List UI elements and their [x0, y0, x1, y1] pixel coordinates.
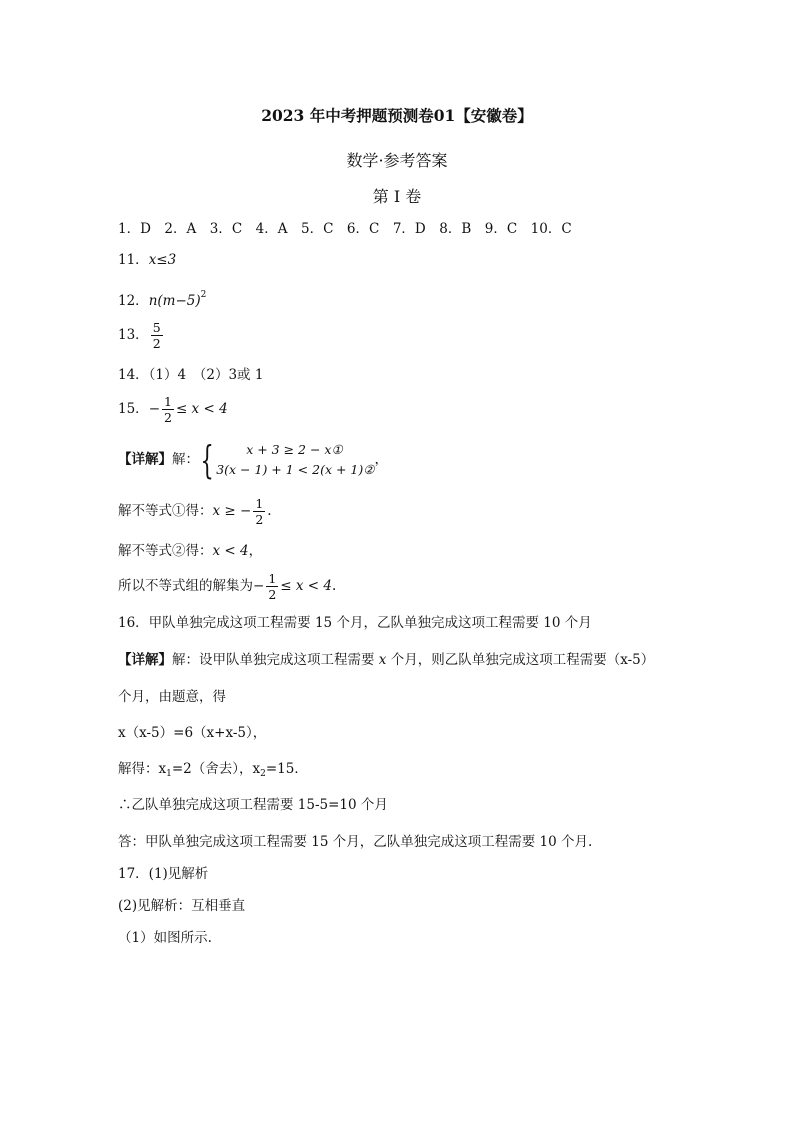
inequality-2: 3(x − 1) + 1 < 2(x + 1)② — [216, 462, 375, 477]
text: 所以不等式组的解集为 — [118, 578, 253, 594]
math: ≤ x < 4 — [280, 578, 332, 594]
brace-icon: { — [200, 438, 214, 482]
fraction: $\frac{1}{2}$ — [268, 571, 277, 602]
mc-answers: 1．D 2．A 3．C 4．A 5．C 6．C 7．D 8．B 9．C 10．C — [118, 221, 572, 237]
answer-17-2: (2)见解析：互相垂直 — [118, 898, 246, 914]
math: x ≥ − — [212, 503, 252, 519]
text: 个月，则乙队单独完成这项工程需要（x-5） — [390, 652, 655, 668]
detail-lead: 解： — [172, 451, 199, 468]
answer-17-3: （1）如图所示. — [118, 930, 212, 946]
q16-detail-line-1 — [118, 651, 654, 669]
q15-detail-line-3 — [118, 571, 336, 602]
answer-15 — [118, 394, 228, 425]
subscript: 2 — [260, 769, 266, 779]
answer-11 — [118, 251, 176, 269]
answer-number: 15． — [118, 401, 149, 417]
q16-therefore: ∴乙队单独完成这项工程需要 15-5=10 个月 — [118, 797, 388, 813]
minus-sign: − — [253, 578, 265, 594]
page-subtitle: 数学·参考答案 — [346, 151, 448, 170]
volume-label: 第 I 卷 — [372, 187, 422, 206]
text: =15． — [265, 761, 308, 777]
answer-value: n — [148, 293, 158, 309]
inequality-1: x + 3 ≥ 2 − x① — [246, 442, 343, 457]
text: 解不等式②得： — [118, 543, 213, 559]
text: 解得：x — [118, 761, 167, 777]
punctuation: ， — [374, 451, 388, 468]
punctuation: ， — [248, 543, 263, 559]
answer-value-paren: (m−5) — [157, 293, 201, 309]
q16-equation: x（x-5）=6（x+x-5）， — [118, 725, 267, 741]
text: 解不等式①得： — [118, 503, 213, 519]
answer-12 — [118, 286, 206, 310]
q15-detail-line-1 — [118, 496, 272, 527]
answer-16: 16．甲队单独完成这项工程需要 15 个月，乙队单独完成这项工程需要 10 个月 — [118, 615, 592, 631]
fraction: $\frac{5}{2}$ — [152, 320, 161, 351]
inequality-system — [216, 440, 374, 480]
math: x < 4 — [212, 543, 249, 559]
q16-solution — [118, 760, 308, 783]
answer-value: ≤ x < 4 — [175, 401, 228, 417]
exponent: 2 — [200, 290, 207, 300]
answer-17-1: 17．(1)见解析 — [118, 866, 209, 882]
text: 解：设甲队单独完成这项工程需要 — [172, 652, 375, 668]
q16-reply: 答：甲队单独完成这项工程需要 15 个月，乙队单独完成这项工程需要 10 个月. — [118, 834, 593, 850]
answer-14: 14．（1）4 （2）3或 1 — [118, 367, 264, 383]
detail-tag: 【详解】 — [118, 652, 172, 668]
punctuation: . — [331, 578, 337, 594]
fraction: $\frac{1}{2}$ — [164, 394, 172, 425]
math: x — [378, 652, 387, 668]
minus-sign: − — [148, 401, 160, 417]
q15-detail-line-2 — [118, 542, 262, 560]
answer-number: 13． — [118, 327, 149, 343]
punctuation: . — [267, 503, 272, 519]
text: =2（舍去），x — [171, 761, 261, 777]
answer-number: 12． — [118, 293, 149, 309]
answer-13 — [118, 320, 165, 351]
detail-tag: 【详解】 — [118, 451, 172, 468]
answer-value: x≤3 — [148, 252, 177, 268]
answer-number: 11． — [118, 252, 149, 268]
subscript: 1 — [166, 769, 172, 779]
page-title: 2023 年中考押题预测卷01【安徽卷】 — [261, 106, 533, 125]
q15-detail-system — [118, 440, 388, 480]
q16-detail-line-2: 个月，由题意，得 — [118, 689, 226, 705]
fraction: $\frac{1}{2}$ — [255, 496, 264, 527]
